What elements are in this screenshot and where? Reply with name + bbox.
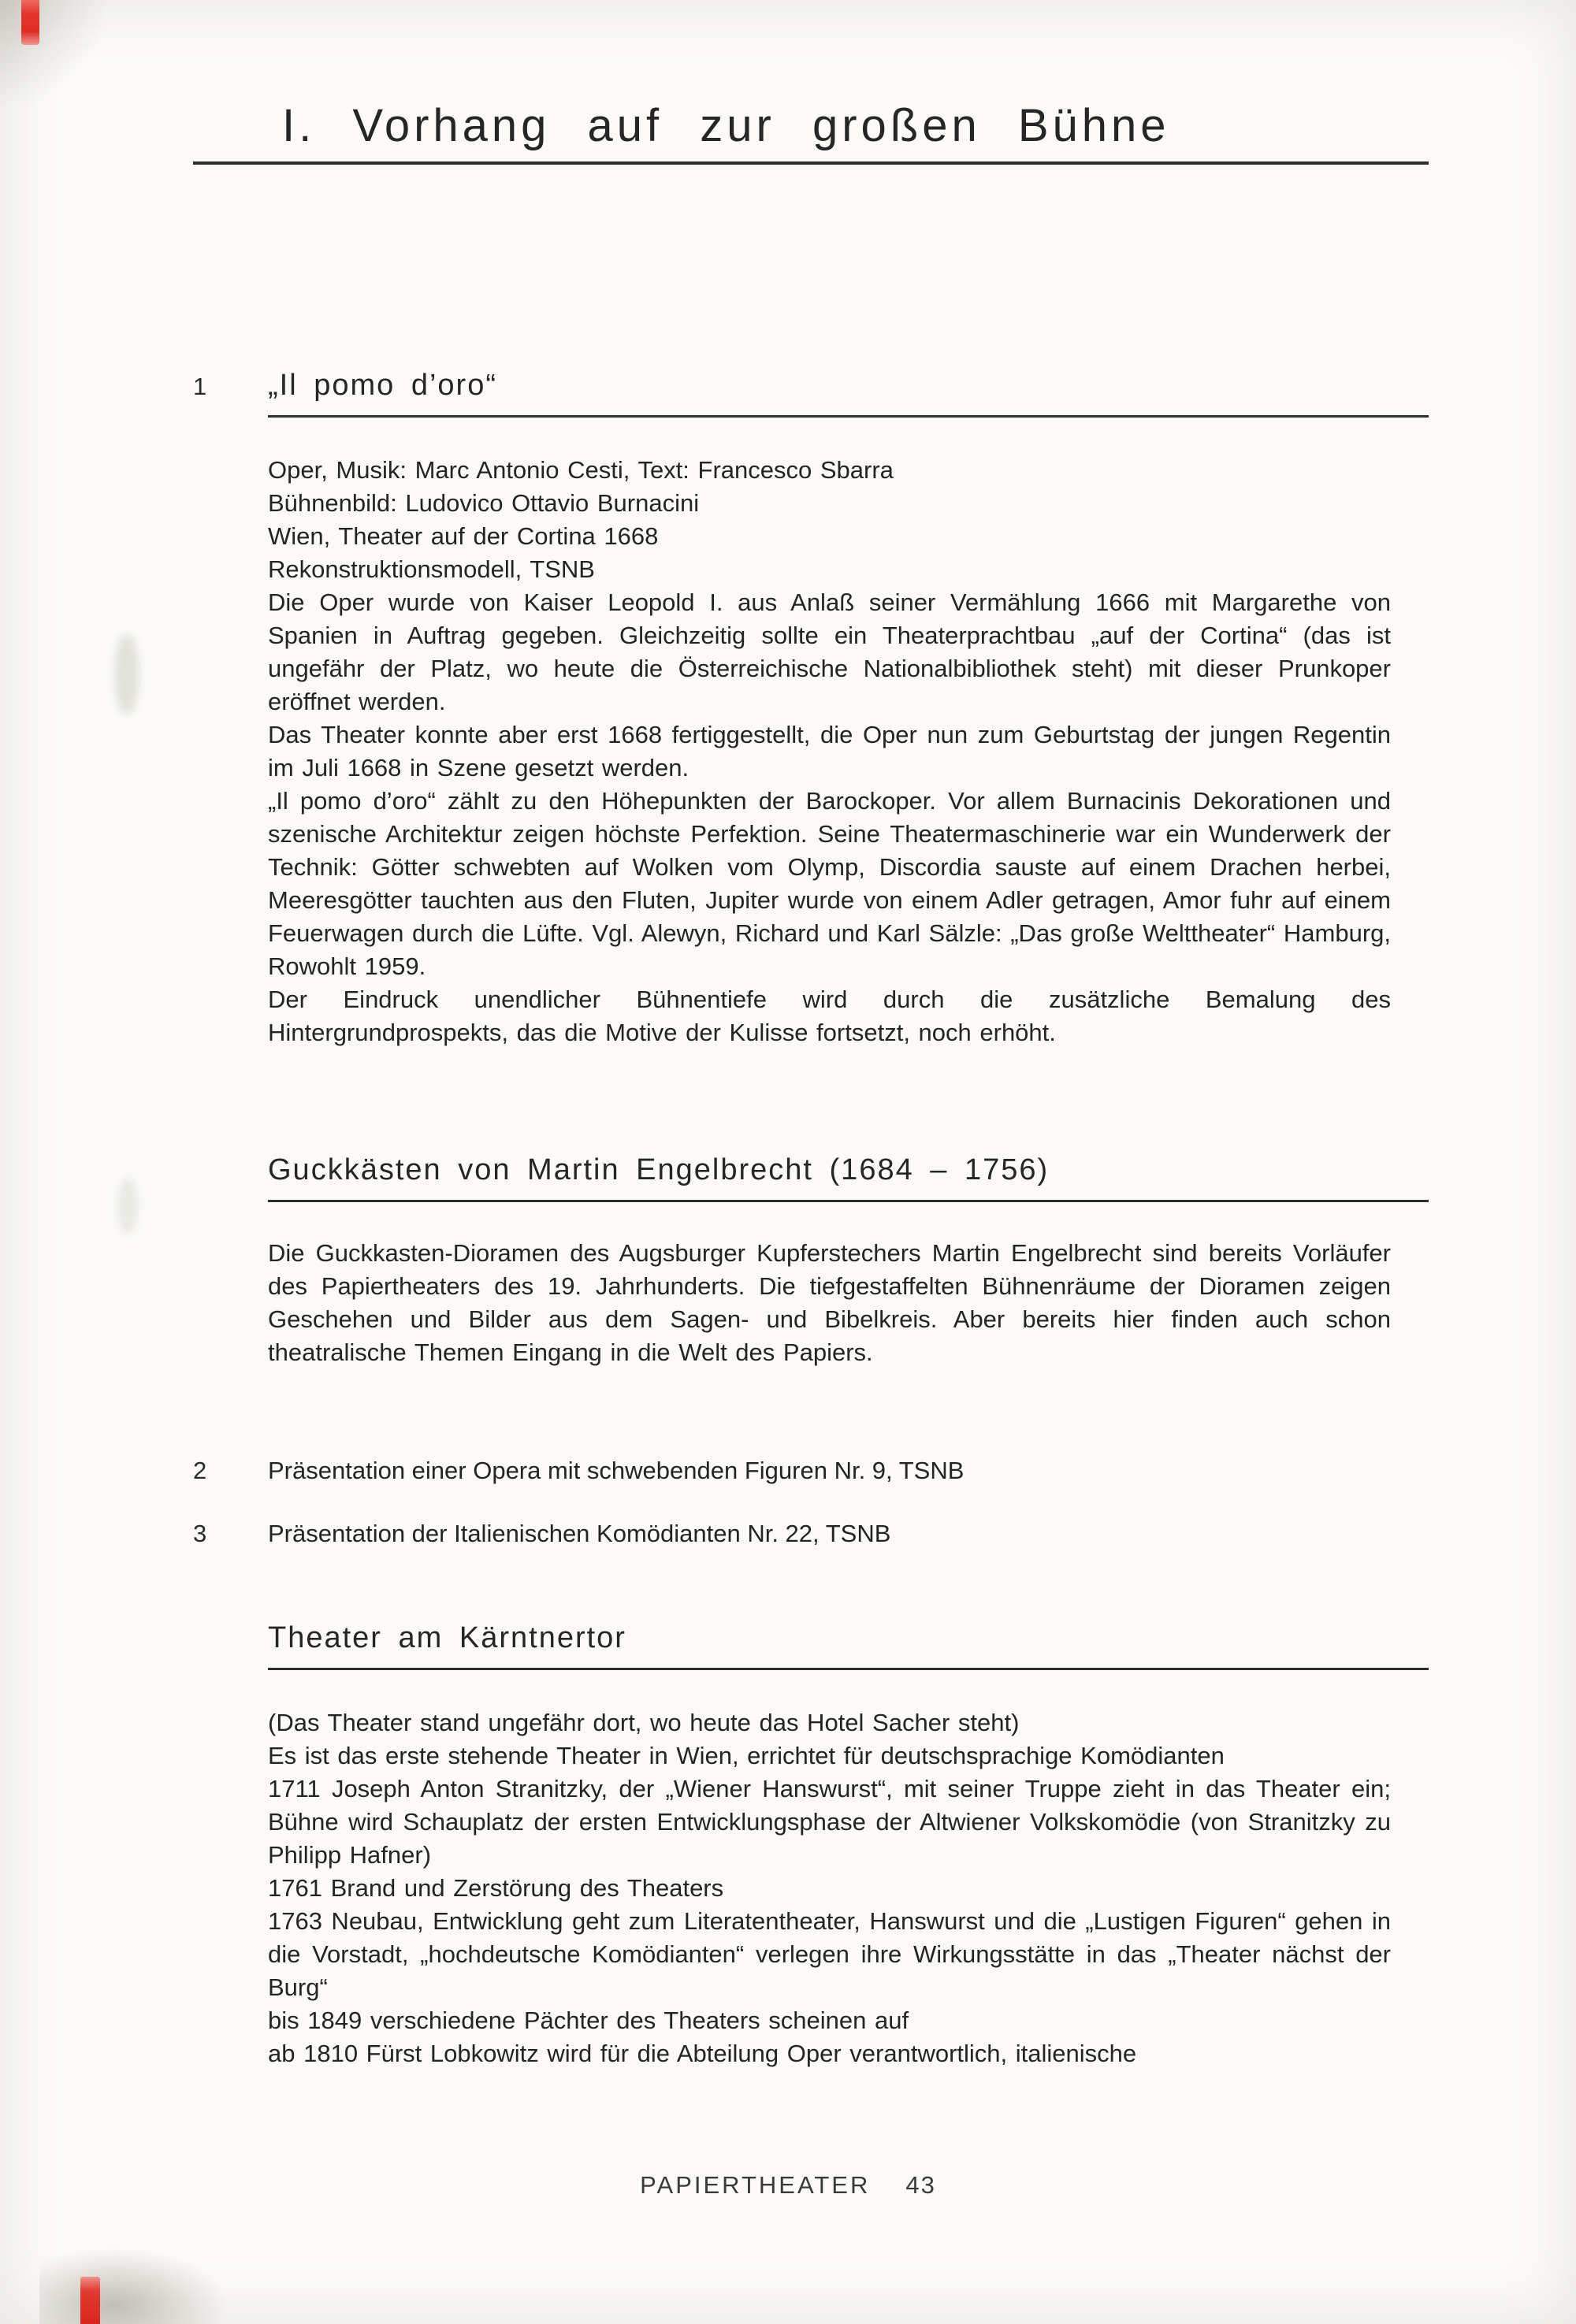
paragraph: ab 1810 Fürst Lobkowitz wird für die Abteilung Oper verantwortlich, italienische <box>268 2040 1137 2067</box>
heading-underline <box>268 1621 1429 1670</box>
credit-line: Bühnenbild: Ludovico Ottavio Burnacini <box>268 489 700 517</box>
heading-underline <box>268 369 1429 418</box>
section-body-guckkaesten <box>268 1237 1391 1369</box>
section-heading-kaerntnertor: Theater am Kärntnertor <box>268 1621 626 1654</box>
paragraph: 1711 Joseph Anton Stranitzky, der „Wiener Hanswurst“, mit seiner Truppe zieht in das Theater ein; Bühne wird Schauplatz der ersten Entwicklungsphase der Altwiener Volkskomödie (von Stranitzky zu Philipp Hafner) <box>268 1775 1391 1869</box>
catalog-item <box>193 1454 1429 1487</box>
page-footer <box>0 2171 1576 2200</box>
paragraph: Die Guckkasten-Dioramen des Augsburger Kupferstechers Martin Engelbrecht sind bereits Vorläufer des Papiertheaters des 19. Jahrhunderts. Die tiefgestaffelten Bühnenräume der Dioramen zeigen Geschehen und Bilder aus dem Sagen- und Bibelkreis. Aber bereits hier finden auch schon theatralische Themen Eingang in die Welt des Papiers. <box>268 1239 1391 1366</box>
section-heading-guckkaesten: Guckkästen von Martin Engelbrecht (1684 – 1756) <box>268 1153 1050 1186</box>
paragraph: Das Theater konnte aber erst 1668 fertiggestellt, die Oper nun zum Geburtstag der jungen Regentin im Juli 1668 in Szene gesetzt werden. <box>268 721 1391 781</box>
chapter-title-block <box>193 99 1429 165</box>
paragraph: „Il pomo d’oro“ zählt zu den Höhepunkten der Barockoper. Vor allem Burnacinis Dekorationen und szenische Architektur zeigen höchste Perfektion. Seine Theatermaschinerie war ein Wunderwerk der Technik: Götter schwebten auf Wolken vom Olymp, Discordia sauste auf einem Drachen herbei, Meeresgötter tauchten aus den Fluten, Jupiter wurde von einem Adler getragen, Amor fuhr auf einem Feuerwagen durch die Lüfte. Vgl. Alewyn, Richard und Karl Sälzle: „Das große Welttheater“ Hamburg, Rowohlt 1959. <box>268 787 1391 980</box>
credit-line: Rekonstruktionsmodell, TSNB <box>268 555 595 583</box>
red-registration-mark-top <box>21 0 39 45</box>
section-body-kaerntnertor <box>268 1706 1391 2070</box>
section-heading-row-guckkaesten <box>268 1153 1429 1202</box>
footer-running-title: PAPIERTHEATER <box>640 2171 871 2199</box>
margin-number: 3 <box>193 1520 207 1547</box>
paragraph: Die Oper wurde von Kaiser Leopold I. aus Anlaß seiner Vermählung 1666 mit Margarethe von Spanien in Auftrag gegeben. Gleichzeitig sollte ein Theaterprachtbau „auf der Cortina“ (das ist ungefähr der Platz, wo heute die Österreichische Nationalbibliothek steht) mit dieser Prunkoper eröffnet werden. <box>268 588 1391 715</box>
paragraph: (Das Theater stand ungefähr dort, wo heute das Hotel Sacher steht) <box>268 1709 1020 1736</box>
credit-line: Oper, Musik: Marc Antonio Cesti, Text: Francesco Sbarra <box>268 456 894 484</box>
paragraph: bis 1849 verschiedene Pächter des Theaters scheinen auf <box>268 2007 909 2034</box>
section-body-il-pomo <box>268 454 1391 1049</box>
scan-smudge <box>118 1179 137 1234</box>
section-heading-row-il-pomo <box>193 369 1429 418</box>
footer-page-number: 43 <box>905 2171 936 2199</box>
margin-number: 1 <box>193 373 207 400</box>
paragraph: 1763 Neubau, Entwicklung geht zum Literatentheater, Hanswurst und die „Lustigen Figuren“ gehen in die Vorstadt, „hochdeutsche Komödianten“ verlegen ihre Wirkungsstätte in das „Theater nächst der Burg“ <box>268 1907 1391 2001</box>
catalog-item-text: Präsentation einer Opera mit schwebenden Figuren Nr. 9, TSNB <box>268 1457 965 1484</box>
section-heading-il-pomo: „Il pomo d’oro“ <box>268 369 497 402</box>
scan-shadow-top-corner <box>0 0 102 102</box>
chapter-title: I. Vorhang auf zur großen Bühne <box>282 100 1170 151</box>
scan-shadow-bottom-corner <box>39 2247 229 2324</box>
catalog-item-text: Präsentation der Italienischen Komödianten Nr. 22, TSNB <box>268 1520 891 1547</box>
margin-number: 2 <box>193 1457 207 1484</box>
heading-underline <box>268 1153 1429 1202</box>
catalog-item <box>193 1517 1429 1550</box>
paragraph: Es ist das erste stehende Theater in Wien, errichtet für deutschsprachige Komödianten <box>268 1742 1225 1769</box>
scan-smudge <box>115 635 139 714</box>
section-heading-row-kaerntnertor <box>268 1621 1429 1670</box>
credit-line: Wien, Theater auf der Cortina 1668 <box>268 522 659 550</box>
paragraph: 1761 Brand und Zerstörung des Theaters <box>268 1874 724 1902</box>
paragraph: Der Eindruck unendlicher Bühnentiefe wird durch die zusätzliche Bemalung des Hintergrundprospekts, das die Motive der Kulisse fortsetzt, noch erhöht. <box>268 986 1391 1046</box>
red-registration-mark-bottom <box>80 2277 100 2324</box>
